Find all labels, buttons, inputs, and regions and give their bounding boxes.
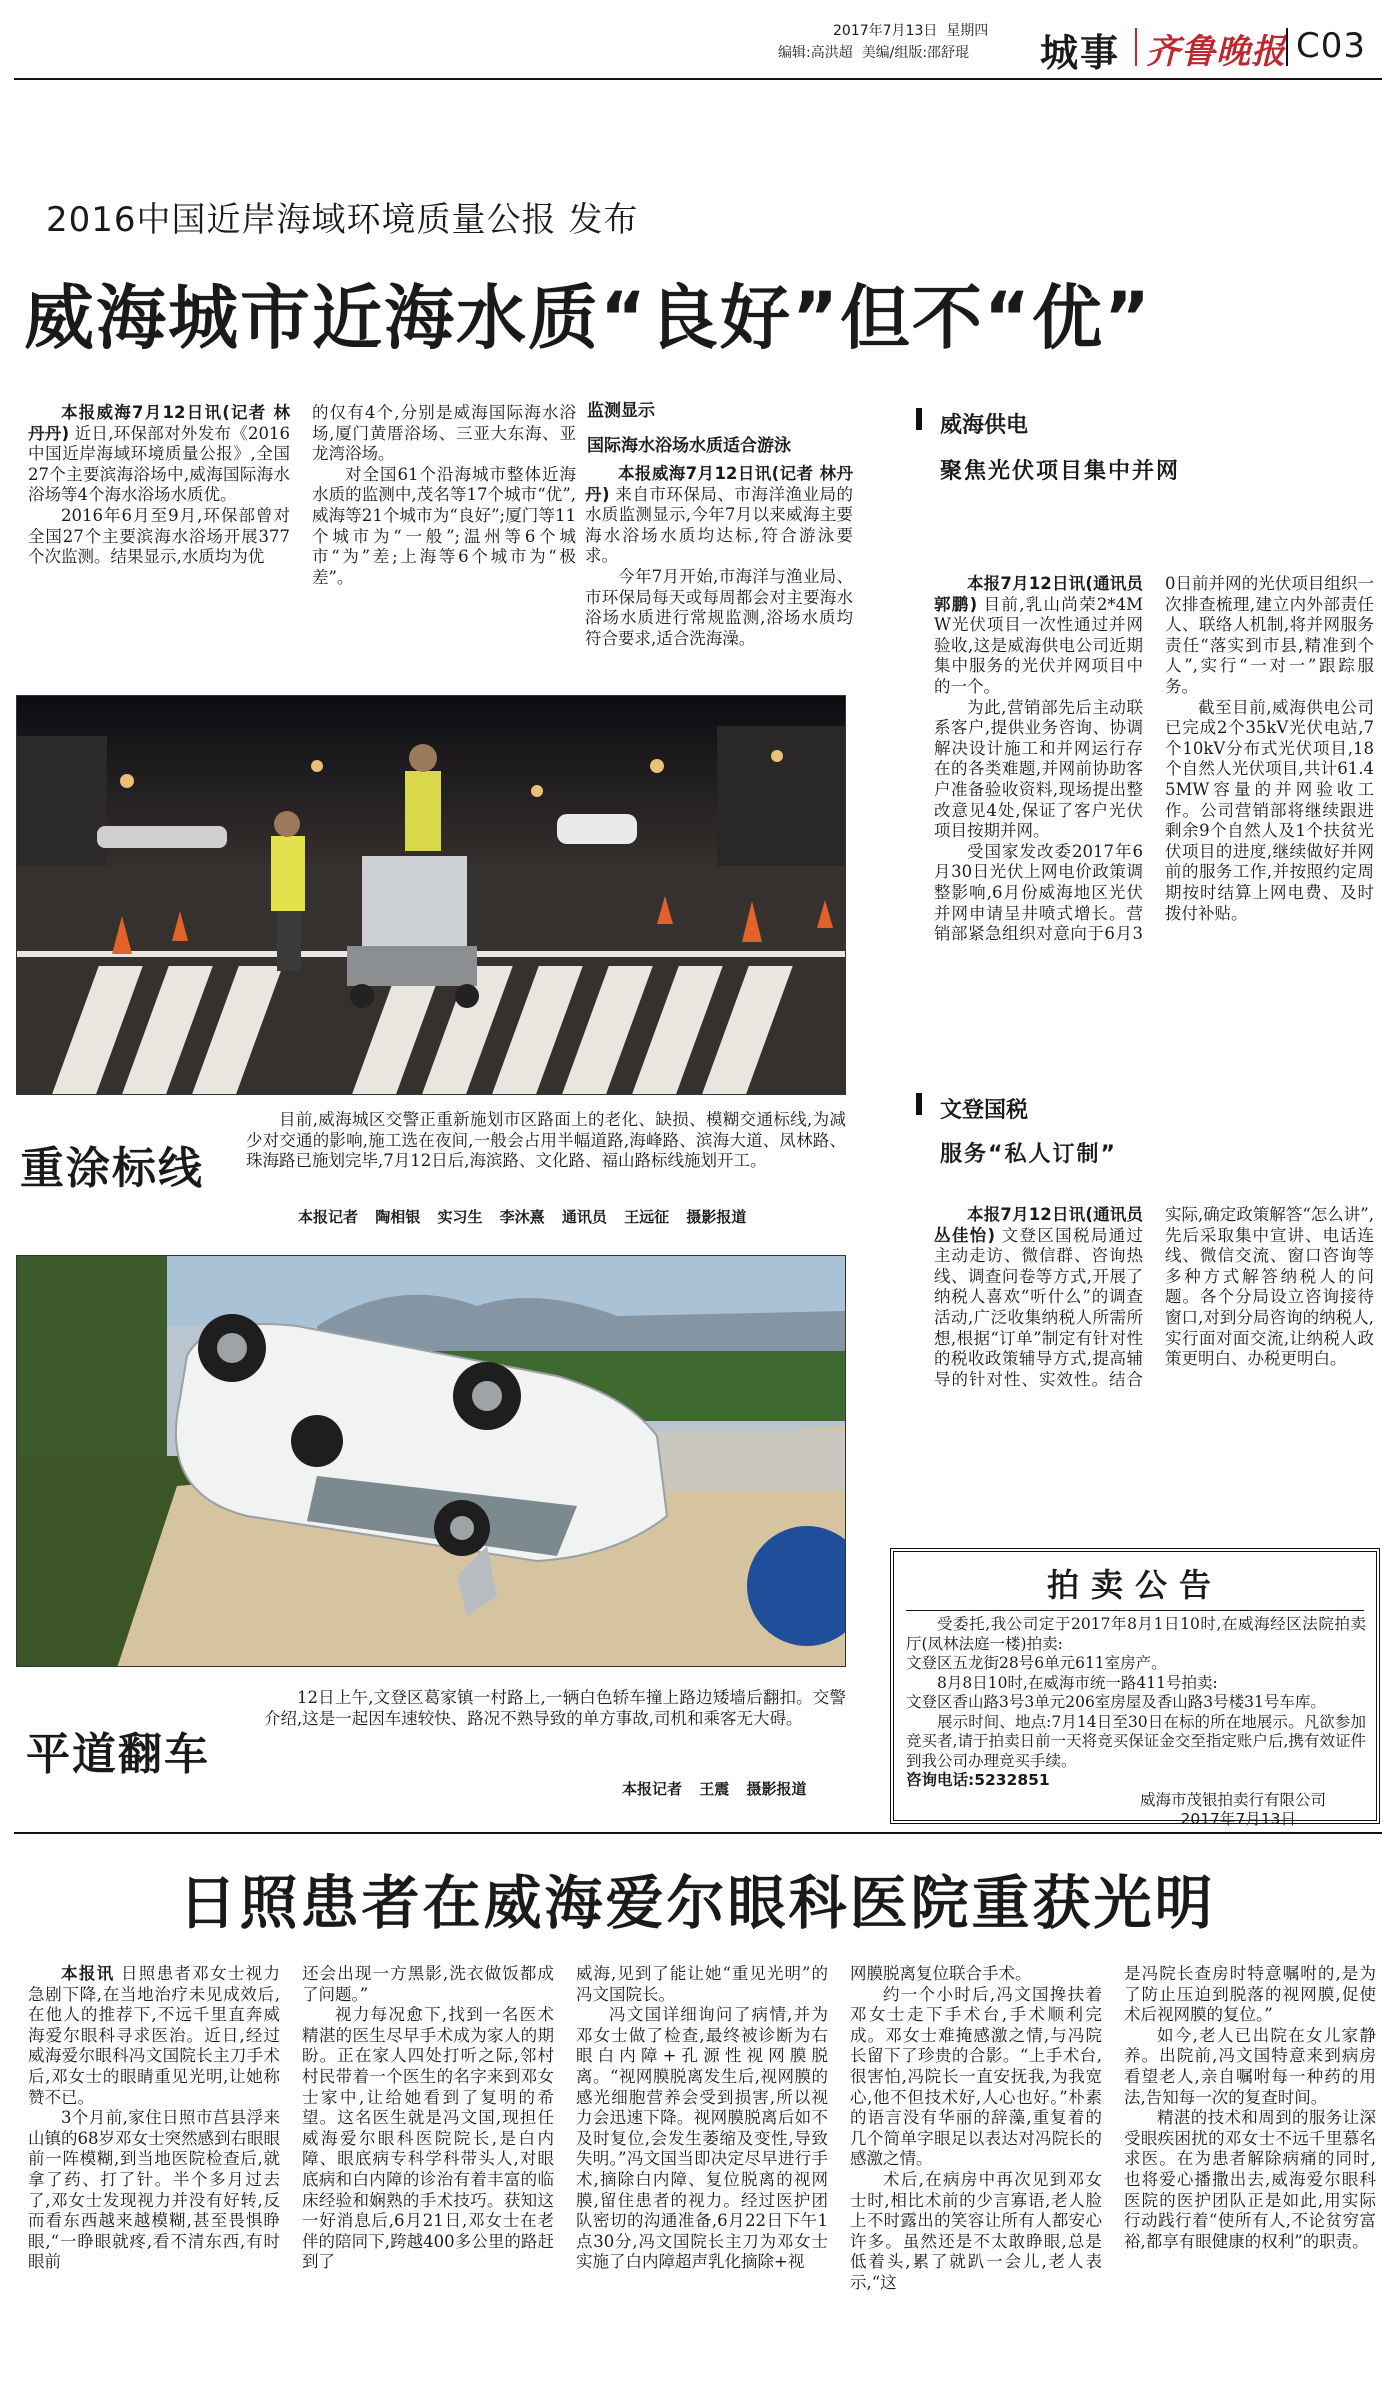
- tax-p1: 文登区国税局通过主动走访、微信群、咨询热线、调查问卷等方式,开展了纳税人喜欢“听什么”的调查活动,广泛收集纳税人所需所想,根据“订单”制定有针对性的税收政策辅导方式,提高辅导的针对性、实效性。结合实际,确定政策解答“怎么讲”,先后采取集中宣讲、电话连线、微信交流、窗口咨询等多种方式解答纳税人的问题。各个分局设立咨询接待窗口,对到分局咨询的纳税人,实行面对面交流,让纳税人政策更明白、办税更明白。: [934, 1205, 1374, 1389]
- auction-phone: 5232851: [974, 1771, 1050, 1789]
- power-title: 聚焦光伏项目集中并网: [940, 459, 1181, 484]
- power-brief: [930, 402, 1375, 1077]
- masthead: [0, 0, 1395, 80]
- photo2-caption: 12日上午,文登区葛家镇一村路上,一辆白色轿车撞上路边矮墙后翻扣。交警介绍,这是一起因车速较快、路况不熟导致的单方事故,司机和乘客无大碍。: [264, 1688, 846, 1728]
- power-p3: 受国家发改委2017年6月30日光伏上网电价政策调整影响,6月份威海地区光伏并网申请呈井喷式增长。营销部紧急组织对意向于6月30日前并网的光伏项目组织一次排查梳理,建立内外部责任人、联络人机制,将并网服务责任“落实到市县,精准到个人”,实行“一对一”跟踪服务。: [934, 574, 1374, 944]
- auction-phone-label: 咨询电话:: [906, 1771, 975, 1789]
- photo2-credit: 本报记者 王震 摄影报道: [622, 1780, 807, 1798]
- auction-date: 2017年7月13日: [1180, 1810, 1296, 1828]
- lead-column-1: [28, 403, 290, 675]
- top-rule: [14, 78, 1382, 80]
- editor-text: 编辑:高洪超: [778, 45, 853, 61]
- bottom-c2-p0: 还会出现一方黑影,洗衣做饭都成了问题。”: [302, 1964, 554, 2004]
- auction-notice: [890, 1548, 1380, 1828]
- sidebar-p1: 来自市环保局、市海洋渔业局的水质监测显示,今年7月以来威海主要海水浴场水质均达标,符合游泳要求。: [585, 484, 853, 566]
- auction-item1: 文登区五龙街28号6单元611室房产。: [906, 1654, 1167, 1672]
- bottom-c1-p2: 3个月前,家住日照市莒县浮来山镇的68岁邓女士突然感到右眼眼前一阵模糊,到当地医院检查后,就拿了药、打了针。半个多月过去了,邓女士发现视力并没有好转,反而看东西越来越模糊,甚至畏惧睁眼,“一睁眼就疼,看不清东西,有时眼前: [28, 2108, 280, 2272]
- auction-notice-text: 展示时间、地点:7月14日至30日在标的所在地展示。凡欲参加竞买者,请于拍卖日前一天将竞买保证金交至指定账户后,携有效证件到我公司办理竞买手续。: [906, 1712, 1366, 1770]
- bottom-c1-p1: 日照患者邓女士视力急剧下降,在当地治疗未见成效后,在他人的推荐下,不远千里直奔威海爱尔眼科寻求医治。近日,经过威海爱尔眼科冯文国院长主刀手术后,邓女士的眼睛重见光明,让她称赞不已。: [28, 1964, 280, 2107]
- bottom-c4-p2: 术后,在病房中再次见到邓女士时,相比术前的少言寡语,老人脸上不时露出的笑容让所有人都安心许多。虽然还是不太敢睁眼,总是低着头,累了就趴一会儿,老人表示,“这: [850, 2169, 1102, 2292]
- masthead-divider-2: [1286, 28, 1288, 66]
- date-text: 2017年7月13日: [833, 23, 938, 39]
- sidebar-body: [585, 464, 853, 674]
- tax-body: [934, 1205, 1374, 1455]
- masthead-divider: [1135, 28, 1137, 66]
- road-marking-illustration: [17, 696, 846, 1095]
- bottom-headline: 日照患者在威海爱尔眼科医院重获光明: [178, 1869, 1216, 1937]
- bottom-lead: 本报讯: [61, 1964, 115, 1983]
- photo2-title: 平道翻车: [26, 1729, 210, 1780]
- power-marker: [916, 408, 922, 430]
- bottom-c5-p0: 是冯院长查房时特意嘱咐的,是为了防止压迫到脱落的视网膜,促使术后视网膜的复位。”: [1124, 1964, 1376, 2025]
- bottom-c2-p1: 视力每况愈下,找到一名医术精湛的医生尽早手术成为家人的期盼。正在家人四处打听之际,邻村村民带着一个医生的名字来到邓女士家中,让给她看到了复明的希望。这名医生就是冯文国,现担任威海爱尔眼科医院院长,是白内障、眼底病专科学科带头人,对眼底病和白内障的诊治有着丰富的临床经验和娴熟的手术技巧。获知这一好消息后,6月21日,邓女士在老伴的陪同下,跨越400多公里的路赶到了: [302, 2005, 554, 2272]
- lead-dateline: 本报威海7月12日讯(记者 林丹丹): [28, 403, 290, 443]
- auction-intro: 受委托,我公司定于2017年8月1日10时,在威海经区法院拍卖厅(凤林法庭一楼)拍卖:: [906, 1615, 1366, 1653]
- power-p2: 为此,营销部先后主动联系客户,提供业务咨询、协调解决设计施工和并网运行存在的各类难题,并网前协助客户准备验收资料,现场提出整改意见4处,保证了客户光伏项目按期并网。: [934, 697, 1143, 841]
- power-dateline: 本报7月12日讯(通讯员 郭鹏): [934, 574, 1143, 614]
- auction-time2: 8月8日10时,在威海市统一路411号拍卖:: [937, 1673, 1218, 1692]
- tax-marker: [916, 1093, 922, 1115]
- issue-date: [833, 20, 988, 40]
- tax-title: 服务“私人订制”: [940, 1142, 1117, 1167]
- power-p4: 截至目前,威海供电公司已完成2个35kV光伏电站,7个10kV分布式光伏项目,18个自然人光伏项目,共计61.45MW容量的并网验收工作。公司营销部将继续跟进剩余9个自然人及1个扶贫光伏项目的进度,继续做好并网前的服务工作,并按照约定周期按时结算上网电费、及时拨付补贴。: [1165, 697, 1374, 923]
- road-marking-photo: [16, 695, 846, 1095]
- bottom-c3-p1: 冯文国详细询问了病情,并为邓女士做了检查,最终被诊断为右眼白内障+孔源性视网膜脱离。“视网膜脱离发生后,视网膜的感光细胞营养会受到损害,所以视力会迅速下降。视网膜脱离后如不及时复位,会发生萎缩及变性,导致失明。”冯文国当即决定尽早进行手术,摘除白内障、复位脱离的视网膜,留住患者的视力。经过医护团队密切的沟通准备,6月22日下午1点30分,冯文国院长主刀为邓女士实施了白内障超声乳化摘除+视: [576, 2005, 828, 2272]
- section-name: 城事: [1040, 31, 1121, 75]
- sidebar-title: 国际海水浴场水质适合游泳: [587, 436, 791, 456]
- bottom-c3-p0: 威海,见到了能让她“重见光明”的冯文国院长。: [576, 1964, 828, 2004]
- bottom-c4-p0: 网膜脱离复位联合手术。: [850, 1964, 1032, 1983]
- bottom-column-5: [1124, 1964, 1376, 2382]
- auction-item2: 文登区香山路3号3单元206室房屋及香山路3号楼31号车库。: [906, 1693, 1326, 1711]
- paper-logo: 齐鲁晚报: [1146, 32, 1286, 72]
- photo1-title: 重涂标线: [20, 1143, 204, 1194]
- auction-title: 拍卖公告: [906, 1560, 1364, 1611]
- bottom-column-2: [302, 1964, 554, 2382]
- photo1-credit: 本报记者 陶相银 实习生 李沐熹 通讯员 王远征 摄影报道: [298, 1208, 747, 1226]
- sidebar-dateline: 本报威海7月12日讯(记者 林丹丹): [585, 464, 853, 504]
- designer-text: 美编/组版:邵舒琨: [861, 45, 970, 61]
- tax-dateline: 本报7月12日讯(通讯员 丛佳怡): [934, 1205, 1143, 1245]
- lead-col2-p1: 的仅有4个,分别是威海国际海水浴场,厦门黄厝浴场、三亚大东海、亚龙湾浴场。: [312, 403, 576, 464]
- overturned-car-illustration: [17, 1256, 846, 1667]
- bottom-c4-p1: 约一个小时后,冯文国搀扶着邓女士走下手术台,手术顺利完成。邓女士难掩感激之情,与冯院长留下了珍贵的合影。“上手术台,很害怕,冯院长一直安抚我,为我宽心,他不但技术好,人心也好。”朴素的语言没有华丽的辞藻,重复着的几个简单字眼足以表达对冯院长的感激之情。: [850, 1984, 1102, 2169]
- overturned-car-photo: [16, 1255, 846, 1667]
- tax-kicker: 文登国税: [940, 1098, 1029, 1123]
- bottom-column-4: [850, 1964, 1102, 2382]
- weekday-text: 星期四: [946, 23, 989, 39]
- power-kicker: 威海供电: [940, 413, 1029, 438]
- photo1-caption: 目前,威海城区交警正重新施划市区路面上的老化、缺损、模糊交通标线,为减少对交通的影响,施工选在夜间,一般会占用半幅道路,海峰路、滨海大道、凤林路、珠海路已施划完毕,7月12日后,海滨路、文化路、福山路标线施划开工。: [246, 1110, 846, 1171]
- tax-brief: [930, 1085, 1375, 1465]
- editor-line: [778, 42, 969, 62]
- power-p1: 目前,乳山尚荣2*4MW光伏项目一次性通过并网验收,这是威海供电公司近期集中服务的光伏并网项目中的一个。: [934, 594, 1143, 696]
- sidebar-p2: 今年7月开始,市海洋与渔业局、市环保局每天或每周都会对主要海水浴场水质进行常规监测,浴场水质均符合要求,适合洗海澡。: [585, 566, 853, 648]
- bottom-rule: [14, 1832, 1382, 1834]
- bottom-column-1: [28, 1964, 280, 2382]
- power-body: [934, 574, 1374, 1084]
- lead-col1-p1: 近日,环保部对外发布《2016中国近岸海域环境质量公报》,全国27个主要滨海浴场中,威海国际海水浴场等4个海水浴场水质优。: [28, 423, 290, 505]
- lead-headline: 威海城市近海水质“良好”但不“优”: [24, 277, 1153, 359]
- bottom-column-3: [576, 1964, 828, 2382]
- lead-col2-p2: 对全国61个沿海城市整体近海水质的监测中,茂名等17个城市“优”,威海等21个城市为“良好”;厦门等11个城市为“一般”;温州等6个城市“为”差;上海等6个城市为“极差”。: [312, 464, 576, 587]
- bottom-c5-p1: 如今,老人已出院在女儿家静养。出院前,冯文国特意来到病房看望老人,亲自嘱咐每一种药的用法,告知每一次的复查时间。: [1124, 2025, 1376, 2107]
- page-number: C03: [1296, 26, 1367, 66]
- bottom-c5-p2: 精湛的技术和周到的服务让深受眼疾困扰的邓女士不远千里慕名求医。在为患者解除病痛的同时,也将爱心播撒出去,威海爱尔眼科医院的医护团队正是如此,用实际行动践行着“使所有人,不论贫穷富裕,都享有眼健康的权利”的职责。: [1124, 2108, 1376, 2251]
- lead-column-2: [312, 403, 576, 675]
- lead-kicker: 2016中国近岸海域环境质量公报 发布: [46, 200, 639, 240]
- lead-col1-p2: 2016年6月至9月,环保部曾对全国27个主要滨海水浴场开展377个次监测。结果显示,水质均为优: [28, 505, 290, 567]
- sidebar-kicker: 监测显示: [587, 401, 655, 421]
- lead-sidebar: [585, 396, 855, 672]
- auction-body: [906, 1615, 1366, 1829]
- auction-company: 威海市茂银拍卖行有限公司: [1139, 1790, 1326, 1809]
